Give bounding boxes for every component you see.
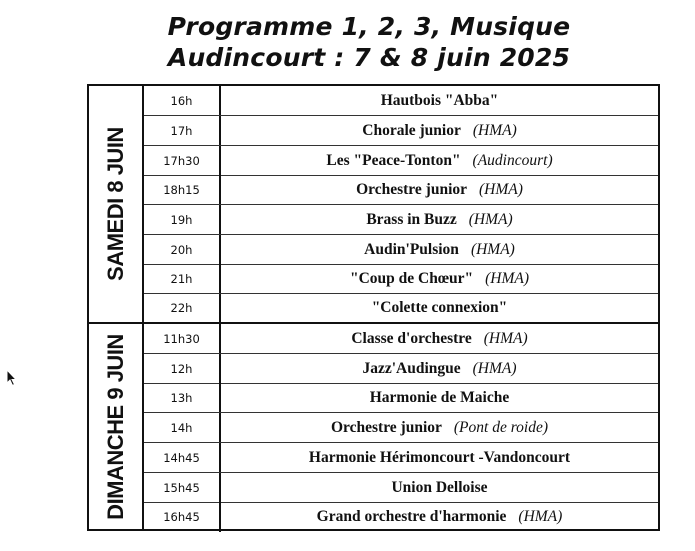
performer-name: Orchestre junior <box>330 418 442 436</box>
performer-venue: (Audincourt) <box>472 151 553 169</box>
performer-venue: (Pont de roide) <box>453 418 549 436</box>
performer-name: Audin'Pulsion <box>364 240 459 258</box>
performer-cell <box>221 146 658 175</box>
performer-cell <box>221 443 658 472</box>
performer-venue: (HMA) <box>472 359 517 377</box>
performer-cell <box>221 473 658 502</box>
schedule-table <box>87 84 660 531</box>
schedule-row <box>144 473 658 503</box>
time-cell: 12h <box>144 354 221 383</box>
time-cell: 11h30 <box>144 324 221 353</box>
day-label-sunday: DIMANCHE 9 JUIN <box>102 333 128 520</box>
performer-venue: (HMA) <box>470 240 515 258</box>
schedule-row <box>144 443 658 473</box>
performer-cell <box>221 175 658 204</box>
schedule-row <box>144 116 658 146</box>
performer-name: Orchestre junior <box>356 180 467 198</box>
performer-cell <box>221 324 658 353</box>
time-cell: 19h <box>144 205 221 234</box>
time-cell: 17h30 <box>144 146 221 175</box>
title-line-1: Programme 1, 2, 3, Musique <box>167 12 571 41</box>
title-line-2: Audincourt : 7 & 8 juin 2025 <box>167 43 571 72</box>
performer-cell <box>221 354 658 383</box>
performer-name: Jazz'Audingue <box>362 359 461 377</box>
performer-name: Harmonie de Maiche <box>369 388 510 406</box>
performer-cell <box>221 264 658 293</box>
performer-name: "Coup de Chœur" <box>349 269 474 287</box>
performer-venue: (HMA) <box>472 121 517 139</box>
time-cell: 13h <box>144 383 221 412</box>
performer-cell <box>221 502 658 532</box>
time-cell: 16h45 <box>144 502 221 532</box>
performer-name: "Colette connexion" <box>371 299 508 316</box>
performer-cell <box>221 383 658 412</box>
performer-venue: (HMA) <box>483 329 528 347</box>
performer-cell <box>221 235 658 264</box>
schedule-row <box>144 235 658 265</box>
performer-name: Les "Peace-Tonton" <box>326 151 461 169</box>
day-cell-saturday <box>89 86 144 324</box>
time-cell: 20h <box>144 235 221 264</box>
day-label-saturday: SAMEDI 8 JUIN <box>102 127 128 281</box>
performer-name: Classe d'orchestre <box>351 329 472 347</box>
performer-venue: (HMA) <box>485 269 530 287</box>
schedule-row <box>144 354 658 384</box>
day-cell-sunday <box>89 324 144 529</box>
schedule-row <box>144 413 658 443</box>
performer-cell <box>221 413 658 442</box>
performer-cell <box>221 294 658 322</box>
performer-name: Hautbois "Abba" <box>380 91 499 109</box>
time-cell: 21h <box>144 264 221 293</box>
time-cell: 14h45 <box>144 443 221 472</box>
schedule-row <box>144 175 658 205</box>
time-cell: 22h <box>144 294 221 322</box>
schedule-row <box>144 324 658 354</box>
performer-venue: (HMA) <box>468 210 513 228</box>
mouse-cursor-icon <box>6 369 18 387</box>
time-cell: 17h <box>144 116 221 145</box>
performer-name: Harmonie Hérimoncourt -Vandoncourt <box>308 448 571 466</box>
time-cell: 16h <box>144 86 221 115</box>
performer-name: Grand orchestre d'harmonie <box>316 508 507 525</box>
performer-cell <box>221 116 658 145</box>
performer-cell <box>221 86 658 115</box>
time-cell: 14h <box>144 413 221 442</box>
schedule-row <box>144 264 658 294</box>
time-cell: 15h45 <box>144 473 221 502</box>
performer-venue: (HMA) <box>479 180 523 198</box>
performer-name: Union Delloise <box>391 478 488 496</box>
schedule-row <box>144 502 658 532</box>
performer-name: Chorale junior <box>362 121 461 139</box>
schedule-row <box>144 205 658 235</box>
performer-cell <box>221 205 658 234</box>
schedule-row <box>144 383 658 413</box>
schedule-row <box>144 146 658 176</box>
schedule-row <box>144 294 658 324</box>
time-cell: 18h15 <box>144 175 221 204</box>
performer-name: Brass in Buzz <box>366 210 457 228</box>
performer-venue: (HMA) <box>518 508 563 525</box>
schedule-row <box>144 86 658 116</box>
